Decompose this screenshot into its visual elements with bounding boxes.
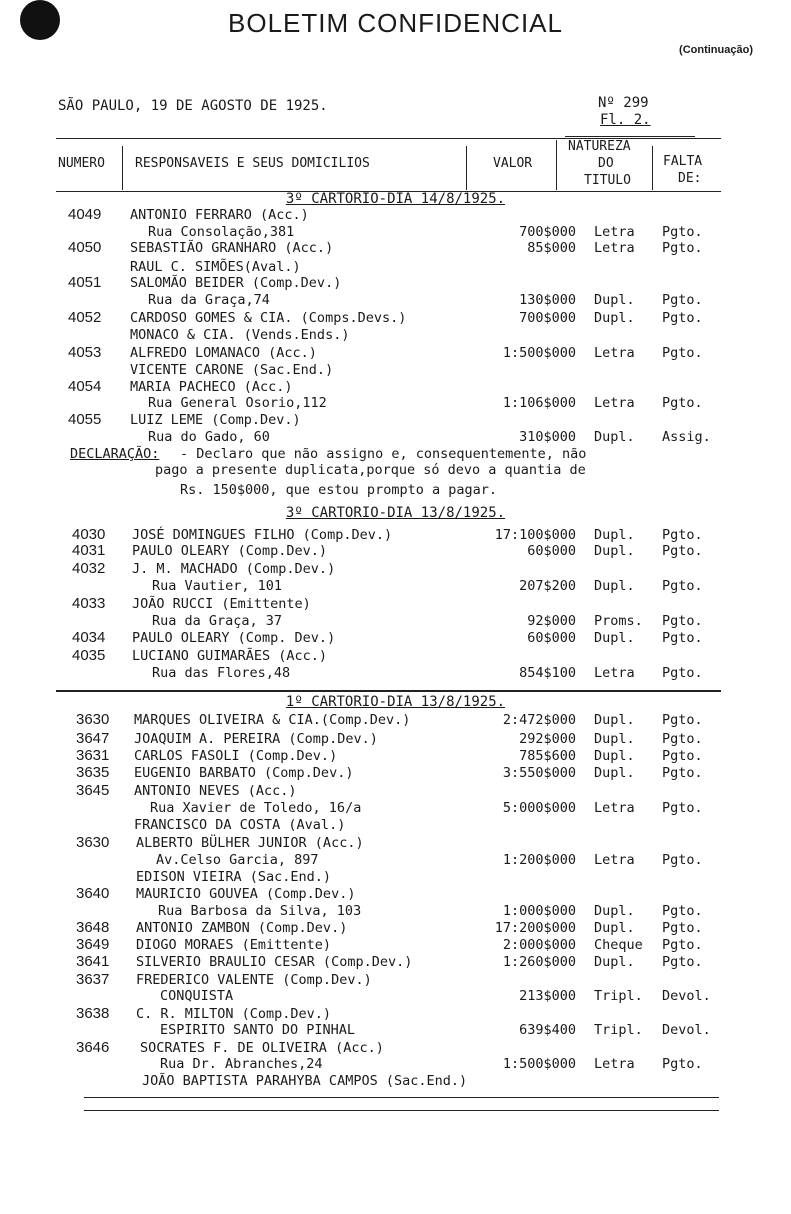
footer-rule <box>84 1097 719 1098</box>
entry-valor: 207$200 <box>519 578 576 594</box>
table-row <box>0 310 791 328</box>
entry-name: Rua da Graça,74 <box>148 292 270 308</box>
entry-name: ANTONIO ZAMBON (Comp.Dev.) <box>136 920 348 936</box>
entry-tipo: Dupl. <box>594 765 635 781</box>
col-divider-4 <box>652 146 653 190</box>
entry-falta: Pgto. <box>662 920 703 936</box>
entry-name: SOCRATES F. DE OLIVEIRA (Acc.) <box>140 1040 384 1056</box>
section-title: 1º CARTORIO-DIA 13/8/1925. <box>285 694 506 710</box>
entry-number: 4030 <box>72 526 106 543</box>
entry-tipo: Dupl. <box>594 578 635 594</box>
table-row <box>0 1056 791 1074</box>
entry-name: LUIZ LEME (Comp.Dev.) <box>130 412 301 428</box>
declaration-text: - Declaro que não assigno e, consequentemente, não <box>180 446 587 462</box>
entry-valor: 60$000 <box>527 630 576 646</box>
table-row <box>0 275 791 293</box>
entry-falta: Pgto. <box>662 292 703 308</box>
table-row <box>0 1022 791 1040</box>
entry-number: 3638 <box>76 1005 110 1022</box>
entry-tipo: Dupl. <box>594 429 635 445</box>
entry-name: ANTONIO FERRARO (Acc.) <box>130 207 309 223</box>
section-title: 3º CARTORIO-DIA 13/8/1925. <box>285 505 506 521</box>
entry-valor: 2:472$000 <box>502 712 576 728</box>
section-rule <box>56 690 721 692</box>
entry-tipo: Letra <box>594 395 635 411</box>
bulletin-number: Nº 299 <box>598 95 649 111</box>
entry-falta: Pgto. <box>662 731 703 747</box>
entry-number: 4054 <box>68 378 102 395</box>
entry-number: 3635 <box>76 764 110 781</box>
entry-name: Rua das Flores,48 <box>152 665 291 681</box>
table-row <box>0 613 791 631</box>
col-header-responsaveis: RESPONSAVEIS E SEUS DOMICILIOS <box>135 156 370 171</box>
entry-name: Av.Celso Garcia, 897 <box>156 852 319 868</box>
entry-number: 4055 <box>68 411 102 428</box>
entry-valor: 3:550$000 <box>502 765 576 781</box>
entry-falta: Pgto. <box>662 1056 703 1072</box>
entry-name: Rua Xavier de Toledo, 16/a <box>150 800 362 816</box>
entry-name: Rua do Gado, 60 <box>148 429 270 445</box>
entry-number: 3649 <box>76 936 110 953</box>
entry-tipo: Dupl. <box>594 920 635 936</box>
table-row <box>0 712 791 730</box>
entry-tipo: Letra <box>594 345 635 361</box>
entry-name: Rua Dr. Abranches,24 <box>160 1056 323 1072</box>
declaration-text: pago a presente duplicata,porque só devo a quantia de <box>155 462 586 478</box>
entry-number: 4050 <box>68 239 102 256</box>
table-row <box>0 937 791 955</box>
entry-name: Rua da Graça, 37 <box>152 613 283 629</box>
entry-tipo: Letra <box>594 1056 635 1072</box>
entry-valor: 5:000$000 <box>502 800 576 816</box>
footer-rule <box>84 1110 719 1111</box>
table-row <box>0 800 791 818</box>
entry-name: PAULO OLEARY (Comp. Dev.) <box>132 630 336 646</box>
section-title: 3º CARTORIO-DIA 14/8/1925. <box>285 191 506 207</box>
table-row <box>0 412 791 430</box>
table-row <box>0 869 791 887</box>
entry-name: JOÃO BAPTISTA PARAHYBA CAMPOS (Sac.End.) <box>142 1073 468 1089</box>
entry-valor: 130$000 <box>519 292 576 308</box>
entry-name: MONACO & CIA. (Vends.Ends.) <box>130 327 350 343</box>
table-row <box>0 596 791 614</box>
table-row <box>0 1073 791 1091</box>
table-row <box>0 292 791 310</box>
entry-name: FRANCISCO DA COSTA (Aval.) <box>134 817 346 833</box>
table-row <box>0 240 791 258</box>
entry-falta: Pgto. <box>662 903 703 919</box>
table-row <box>0 543 791 561</box>
entry-name: JOÃO RUCCI (Emittente) <box>132 596 311 612</box>
entry-name: LUCIANO GUIMARÃES (Acc.) <box>132 648 328 664</box>
entry-falta: Pgto. <box>662 954 703 970</box>
entry-tipo: Cheque <box>594 937 643 953</box>
natureza-top-rule <box>565 136 695 137</box>
table-row <box>0 630 791 648</box>
entry-falta: Devol. <box>662 1022 711 1038</box>
entry-falta: Pgto. <box>662 345 703 361</box>
entry-falta: Pgto. <box>662 937 703 953</box>
entry-valor: 1:500$000 <box>502 1056 576 1072</box>
entry-number: 4035 <box>72 647 106 664</box>
entry-name: Rua General Osorio,112 <box>148 395 327 411</box>
entry-tipo: Letra <box>594 224 635 240</box>
entry-valor: 785$600 <box>519 748 576 764</box>
entry-number: 3631 <box>76 747 110 764</box>
entry-number: 4032 <box>72 560 106 577</box>
entry-name: EDISON VIEIRA (Sac.End.) <box>136 869 332 885</box>
entry-valor: 85$000 <box>527 240 576 256</box>
entry-number: 4033 <box>72 595 106 612</box>
entry-falta: Assig. <box>662 429 711 445</box>
entry-name: Rua Consolação,381 <box>148 224 295 240</box>
entry-name: SILVERIO BRAULIO CESAR (Comp.Dev.) <box>136 954 413 970</box>
col-header-numero: NUMERO <box>58 156 105 171</box>
city-date: SÃO PAULO, 19 DE AGOSTO DE 1925. <box>58 98 328 114</box>
entry-number: 4031 <box>72 542 106 559</box>
entry-tipo: Proms. <box>594 613 643 629</box>
entry-tipo: Dupl. <box>594 630 635 646</box>
entry-valor: 1:260$000 <box>502 954 576 970</box>
entry-falta: Pgto. <box>662 578 703 594</box>
entry-valor: 17:100$000 <box>494 527 576 543</box>
entry-valor: 854$100 <box>519 665 576 681</box>
col-divider-1 <box>122 146 123 190</box>
entry-tipo: Letra <box>594 240 635 256</box>
entry-falta: Pgto. <box>662 240 703 256</box>
entry-number: 4034 <box>72 629 106 646</box>
entry-name: CARLOS FASOLI (Comp.Dev.) <box>134 748 338 764</box>
col-header-de: DE: <box>678 171 702 186</box>
entry-name: Rua Vautier, 101 <box>152 578 283 594</box>
entry-falta: Pgto. <box>662 712 703 728</box>
entry-number: 3645 <box>76 782 110 799</box>
table-row <box>0 561 791 579</box>
table-row <box>0 327 791 345</box>
table-row <box>0 954 791 972</box>
table-row <box>0 748 791 766</box>
entry-valor: 292$000 <box>519 731 576 747</box>
table-row <box>0 345 791 363</box>
entry-tipo: Dupl. <box>594 543 635 559</box>
page-folio: Fl. 2. <box>600 112 651 128</box>
entry-valor: 60$000 <box>527 543 576 559</box>
entry-number: 3641 <box>76 953 110 970</box>
entry-name: Rua Barbosa da Silva, 103 <box>158 903 362 919</box>
entry-valor: 1:500$000 <box>502 345 576 361</box>
entry-number: 3637 <box>76 971 110 988</box>
entry-name: FREDERICO VALENTE (Comp.Dev.) <box>136 972 372 988</box>
table-row <box>0 920 791 938</box>
declaration-label: DECLARAÇÃO: <box>70 446 160 462</box>
table-row <box>0 731 791 749</box>
table-row <box>0 362 791 380</box>
table-row <box>0 765 791 783</box>
table-row <box>0 578 791 596</box>
entry-falta: Pgto. <box>662 543 703 559</box>
entry-valor: 1:200$000 <box>502 852 576 868</box>
entry-tipo: Letra <box>594 852 635 868</box>
entry-tipo: Tripl. <box>594 1022 643 1038</box>
entry-valor: 17:200$000 <box>494 920 576 936</box>
entry-tipo: Dupl. <box>594 731 635 747</box>
entry-name: SALOMÃO BEIDER (Comp.Dev.) <box>130 275 342 291</box>
table-row <box>0 207 791 225</box>
entry-number: 3630 <box>76 711 110 728</box>
entry-tipo: Dupl. <box>594 903 635 919</box>
entry-tipo: Letra <box>594 800 635 816</box>
table-row <box>0 395 791 413</box>
entry-tipo: Tripl. <box>594 988 643 1004</box>
entry-valor: 1:106$000 <box>502 395 576 411</box>
table-row <box>0 903 791 921</box>
entry-name: JOSÉ DOMINGUES FILHO (Comp.Dev.) <box>132 527 393 543</box>
entry-number: 3647 <box>76 730 110 747</box>
entry-name: CARDOSO GOMES & CIA. (Comps.Devs.) <box>130 310 407 326</box>
declaration-text: Rs. 150$000, que estou prompto a pagar. <box>180 482 497 498</box>
entry-name: SEBASTIÃO GRANHARO (Acc.) <box>130 240 334 256</box>
entry-name: ESPIRITO SANTO DO PINHAL <box>160 1022 356 1038</box>
table-row <box>0 648 791 666</box>
entry-valor: 310$000 <box>519 429 576 445</box>
col-header-natureza: NATUREZA <box>568 139 631 154</box>
entry-falta: Pgto. <box>662 852 703 868</box>
entry-falta: Pgto. <box>662 224 703 240</box>
col-header-titulo: TITULO <box>584 173 631 188</box>
entry-number: 3648 <box>76 919 110 936</box>
entry-valor: 700$000 <box>519 310 576 326</box>
entry-name: MAURICIO GOUVEA (Comp.Dev.) <box>136 886 356 902</box>
table-row <box>0 429 791 447</box>
entry-falta: Pgto. <box>662 800 703 816</box>
entry-tipo: Dupl. <box>594 527 635 543</box>
table-row <box>0 665 791 683</box>
entry-falta: Pgto. <box>662 527 703 543</box>
entry-falta: Pgto. <box>662 395 703 411</box>
col-header-valor: VALOR <box>493 156 533 171</box>
entry-name: JOAQUIM A. PEREIRA (Comp.Dev.) <box>134 731 378 747</box>
entry-valor: 213$000 <box>519 988 576 1004</box>
entry-falta: Pgto. <box>662 765 703 781</box>
entry-valor: 1:000$000 <box>502 903 576 919</box>
entry-number: 4049 <box>68 206 102 223</box>
entry-name: ALBERTO BÜLHER JUNIOR (Acc.) <box>136 835 364 851</box>
entry-name: PAULO OLEARY (Comp.Dev.) <box>132 543 328 559</box>
entry-number: 4052 <box>68 309 102 326</box>
entry-name: C. R. MILTON (Comp.Dev.) <box>136 1006 332 1022</box>
col-header-falta: FALTA <box>663 154 703 169</box>
col-divider-3 <box>556 140 557 190</box>
entry-valor: 92$000 <box>527 613 576 629</box>
continuation-note: (Continuação) <box>679 44 753 56</box>
entry-number: 4053 <box>68 344 102 361</box>
entry-falta: Pgto. <box>662 748 703 764</box>
entry-number: 3640 <box>76 885 110 902</box>
entry-falta: Pgto. <box>662 613 703 629</box>
entry-name: MARQUES OLIVEIRA & CIA.(Comp.Dev.) <box>134 712 411 728</box>
entry-tipo: Dupl. <box>594 310 635 326</box>
entry-name: CONQUISTA <box>160 988 234 1004</box>
entry-name: ANTONIO NEVES (Acc.) <box>134 783 297 799</box>
col-header-do: DO <box>598 156 614 171</box>
entry-number: 3630 <box>76 834 110 851</box>
entry-valor: 2:000$000 <box>502 937 576 953</box>
declaration-line <box>0 482 791 500</box>
entry-tipo: Dupl. <box>594 712 635 728</box>
entry-falta: Pgto. <box>662 665 703 681</box>
entry-name: J. M. MACHADO (Comp.Dev.) <box>132 561 336 577</box>
entry-falta: Pgto. <box>662 630 703 646</box>
entry-tipo: Letra <box>594 665 635 681</box>
entry-tipo: Dupl. <box>594 954 635 970</box>
table-row <box>0 835 791 853</box>
entry-valor: 700$000 <box>519 224 576 240</box>
entry-name: EUGENIO BARBATO (Comp.Dev.) <box>134 765 354 781</box>
entry-number: 4051 <box>68 274 102 291</box>
entry-falta: Pgto. <box>662 310 703 326</box>
declaration-line <box>0 462 791 480</box>
table-row <box>0 886 791 904</box>
entry-name: MARIA PACHECO (Acc.) <box>130 379 293 395</box>
entry-name: DIOGO MORAES (Emittente) <box>136 937 332 953</box>
table-row <box>0 817 791 835</box>
entry-falta: Devol. <box>662 988 711 1004</box>
table-row <box>0 852 791 870</box>
entry-number: 3646 <box>76 1039 110 1056</box>
entry-name: ALFREDO LOMANACO (Acc.) <box>130 345 317 361</box>
table-row <box>0 988 791 1006</box>
entry-name: RAUL C. SIMÕES(Aval.) <box>130 259 301 275</box>
entry-name: VICENTE CARONE (Sac.End.) <box>130 362 334 378</box>
page-title: BOLETIM CONFIDENCIAL <box>228 8 563 38</box>
entry-tipo: Dupl. <box>594 292 635 308</box>
entry-tipo: Dupl. <box>594 748 635 764</box>
entry-valor: 639$400 <box>519 1022 576 1038</box>
col-divider-2 <box>466 146 467 190</box>
table-row <box>0 783 791 801</box>
